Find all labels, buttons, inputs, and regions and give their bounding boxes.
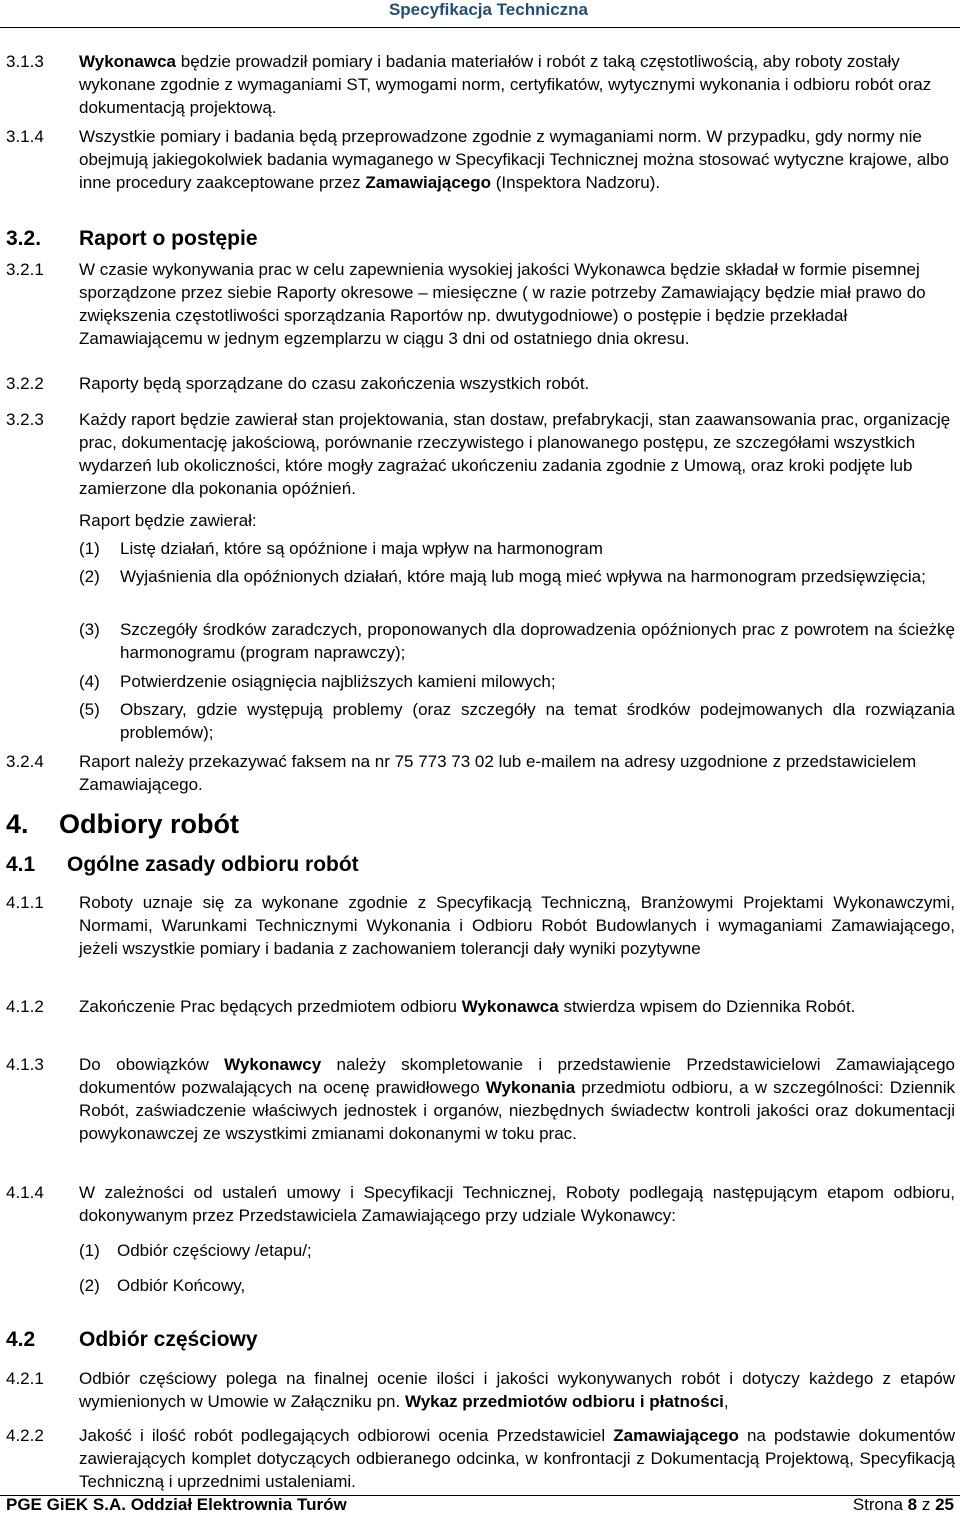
section-number: 3.2.4 — [6, 752, 44, 771]
heading-title: Odbiór częściowy — [79, 1328, 258, 1351]
section-number: 4.1.1 — [6, 893, 44, 912]
section-number: 4.1.3 — [6, 1055, 44, 1074]
bold-term: Wykonania — [485, 1078, 576, 1097]
list-number: (2) — [79, 1276, 100, 1295]
bold-term: Wykonawcy — [224, 1055, 322, 1074]
list-text: Wyjaśnienia dla opóźnionych działań, które mają lub mogą mieć wpływa na harmonogram przedsięwzięcia; — [120, 567, 926, 586]
heading-number: 3.2. — [6, 227, 42, 250]
section-text: Do obowiązków Wykonawcy należy skompletowanie i przedstawienie Przedstawicielowi Zamawiającego dokumentów pozwalających na ocenę prawidłowego Wykonania przedmiotu odbioru, a w szczególności: Dziennik Robót, zaświadczenie właściwych jednostek i organów, niezbędnych świadectw kontroli jakości oraz dokumentacji powykonawczej ze wszystkimi zmianami dokonanymi w toku prac. — [79, 1055, 955, 1143]
section-number: 3.1.3 — [6, 52, 44, 71]
section-text: Wykonawca będzie prowadził pomiary i badania materiałów i robót z taką częstotliwością, aby roboty zostały wykonane zgodnie z wymaganiami ST, wymogami norm, certyfikatów, wytycznymi wykonania i odbioru robót oraz dokumentacją projektową. — [79, 52, 932, 117]
section-text: Raport należy przekazywać faksem na nr 75 773 73 02 lub e-mailem na adresy uzgodnione z przedstawicielem Zamawiającego. — [79, 752, 917, 794]
list-text: Listę działań, które są opóźnione i maja wpływ na harmonogram — [120, 539, 603, 558]
section-number: 4.2.2 — [6, 1426, 44, 1445]
list-text: Potwierdzenie osiągnięcia najbliższych kamieni milowych; — [120, 672, 556, 691]
list-text: Odbiór Końcowy, — [117, 1276, 246, 1295]
section-number: 4.2.1 — [6, 1369, 44, 1388]
list-text: Obszary, gdzie występują problemy (oraz szczegóły na temat środków podejmowanych dla rozwiązania problemów); — [120, 700, 955, 742]
heading-title: Ogólne zasady odbioru robót — [67, 853, 359, 876]
section-text: Każdy raport będzie zawierał stan projektowania, stan dostaw, prefabrykacji, stan zaawansowania prac, organizację prac, dokumentację jakościową, porównanie rzeczywistego i planowanego postępu, ze szczegółami wszystkich wydarzeń lub okoliczności, które mogły zagrażać ukończeniu zadania zgodnie z Umową, oraz kroki podjęte lub zamierzone dla pokonania opóźnień. — [79, 410, 951, 498]
header-title: Specyfikacja Techniczna — [388, 0, 588, 19]
section-number: 4.1.4 — [6, 1183, 44, 1202]
heading-title: Odbiory robót — [59, 809, 239, 839]
page-header — [0, 0, 960, 28]
section-text: Raporty będą sporządzane do czasu zakończenia wszystkich robót. — [79, 374, 590, 393]
intro-text: Raport będzie zawierał: — [79, 511, 257, 530]
section-number: 3.2.3 — [6, 410, 44, 429]
footer-company: PGE GiEK S.A. Oddział Elektrownia Turów — [6, 1495, 347, 1514]
list-number: (1) — [79, 539, 100, 558]
section-number: 4.1.2 — [6, 997, 44, 1016]
section-text: Zakończenie Prac będących przedmiotem odbioru Wykonawca stwierdza wpisem do Dziennika Robót. — [79, 997, 856, 1016]
section-text: Wszystkie pomiary i badania będą przeprowadzone zgodnie z wymaganiami norm. W przypadku, gdy normy nie obejmują jakiegokolwiek badania wymaganego w Specyfikacji Technicznej można stosować wytyczne krajowe, albo inne procedury zaakceptowane przez Zamawiającego (Inspektora Nadzoru). — [79, 127, 949, 192]
list-number: (4) — [79, 672, 100, 691]
list-text: Szczegóły środków zaradczych, proponowanych dla doprowadzenia opóźnionych prac z powrotem na ścieżkę harmonogramu (program naprawczy); — [120, 620, 955, 662]
list-number: (3) — [79, 620, 100, 639]
section-text: Jakość i ilość robót podlegających odbiorowi ocenia Przedstawiciel Zamawiającego na podstawie dokumentów zawierających komplet dotyczących odbieranego odcinka, w konfrontacji z Dokumentacją Projektową, Specyfikacją Techniczną i uprzednimi ustaleniami. — [79, 1426, 955, 1491]
section-text: Roboty uznaje się za wykonane zgodnie z Specyfikacją Techniczną, Branżowymi Projektami Wykonawczymi, Normami, Warunkami Technicznymi Wykonania i Odbioru Robót Budowlanych i wymaganiami Zamawiającego, jeżeli wszystkie pomiary i badania z zachowaniem tolerancji dały wyniki pozytywne — [79, 893, 955, 958]
section-number: 3.1.4 — [6, 127, 44, 146]
list-text: Odbiór częściowy /etapu/; — [117, 1241, 312, 1260]
section-number: 3.2.1 — [6, 260, 44, 279]
page-footer — [0, 1495, 960, 1514]
section-number: 3.2.2 — [6, 374, 44, 393]
bold-term: Zamawiającego — [613, 1426, 739, 1445]
heading-number: 4.2 — [6, 1328, 36, 1351]
section-text: W zależności od ustaleń umowy i Specyfikacji Technicznej, Roboty podlegają następującym etapom odbioru, dokonywanym przez Przedstawiciela Zamawiającego przy udziale Wykonawcy: — [79, 1183, 955, 1225]
bold-term: Wykaz przedmiotów odbioru i płatności — [404, 1392, 724, 1411]
section-text: Odbiór częściowy polega na finalnej ocenie ilości i jakości wykonywanych robót i dotyczy każdego z etapów wymienionych w Umowie w Załączniku pn. Wykaz przedmiotów odbioru i płatności, — [79, 1369, 955, 1411]
heading-number: 4.1 — [6, 853, 36, 876]
bold-term: Wykonawca — [461, 997, 559, 1016]
heading-title: Raport o postępie — [79, 227, 258, 250]
bold-term: Zamawiającego — [365, 173, 492, 192]
section-text: W czasie wykonywania prac w celu zapewnienia wysokiej jakości Wykonawca będzie składał w formie pisemnej sporządzone przez siebie Raporty okresowe – miesięczne ( w razie potrzeby Zamawiający będzie miał prawo do zwiększenia częstotliwości sporządzania Raportów np. dwutygodniowe) o postępie i będzie przekładał Zamawiającemu w jednym egzemplarzu w ciągu 3 dni od ostatniego dnia okresu. — [79, 260, 926, 348]
heading-number: 4. — [6, 809, 29, 839]
list-number: (2) — [79, 567, 100, 586]
list-number: (5) — [79, 700, 100, 719]
footer-page-number: Strona 8 z 25 — [852, 1495, 954, 1514]
list-number: (1) — [79, 1241, 100, 1260]
bold-term: Wykonawca — [79, 52, 177, 71]
